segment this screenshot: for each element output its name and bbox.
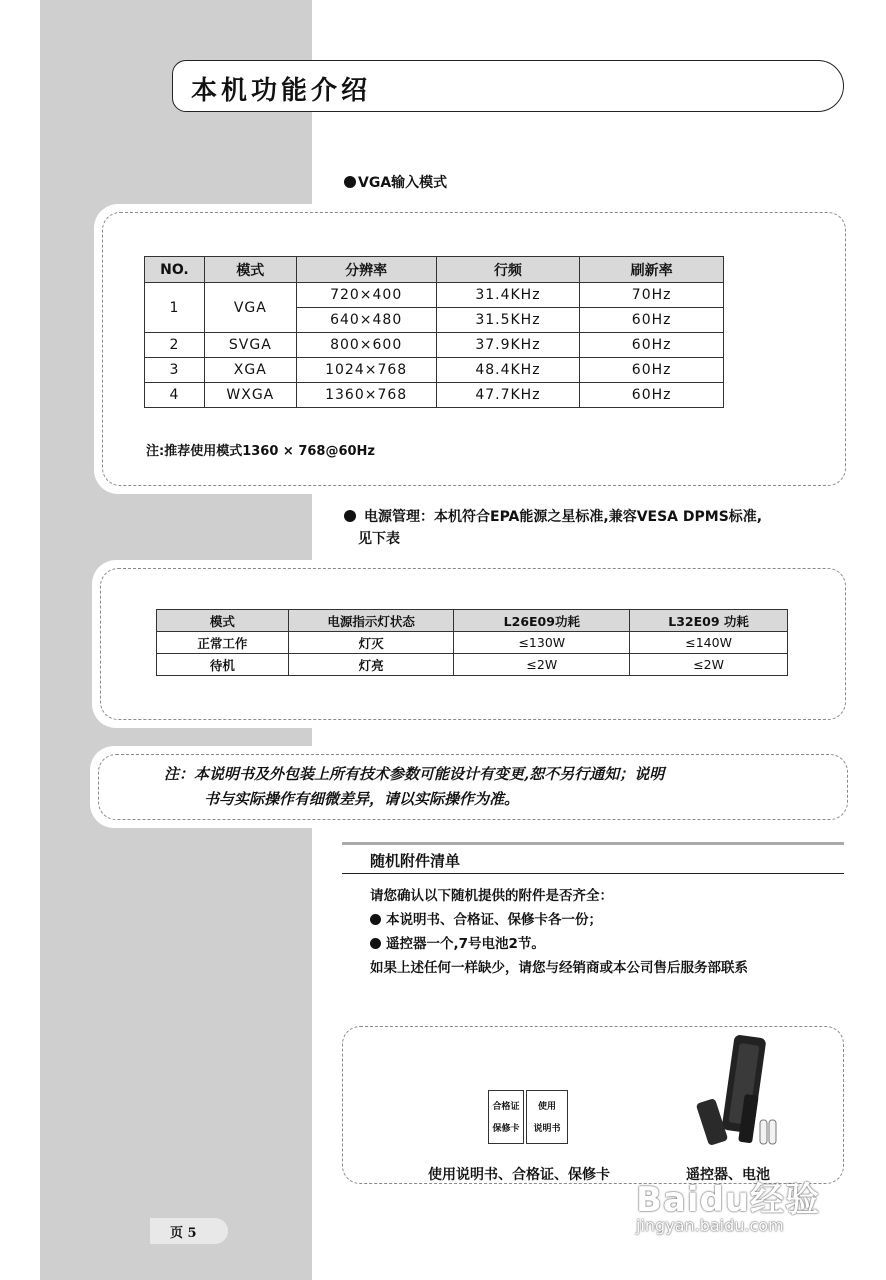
cell-mode: XGA — [204, 358, 296, 383]
cell-no: 1 — [145, 283, 205, 333]
disclaimer-line-1: 注：本说明书及外包装上所有技术参数可能设计有变更,恕不另行通知；说明 — [164, 765, 665, 783]
cell-no: 3 — [145, 358, 205, 383]
accessories-intro: 请您确认以下随机提供的附件是否齐全： — [370, 888, 613, 904]
bullet-icon — [344, 176, 356, 188]
table-row — [157, 632, 788, 654]
header-mode: 模式 — [204, 257, 296, 283]
caption-remote: 遥控器、电池 — [686, 1167, 770, 1183]
cell-l32-power: ≤2W — [630, 654, 788, 676]
cell-mode: VGA — [204, 283, 296, 333]
cell-refresh: 60Hz — [580, 308, 724, 333]
cell-no: 4 — [145, 383, 205, 408]
page-title-box — [172, 60, 844, 112]
vga-mode-table — [144, 256, 724, 408]
table-row — [157, 654, 788, 676]
disclaimer-line-2: 书与实际操作有细微差异，请以实际操作为准。 — [204, 790, 520, 808]
baidu-watermark-logo: Baidu经验 — [636, 1180, 821, 1220]
table-row — [145, 283, 724, 308]
cell-l26-power: ≤130W — [454, 632, 630, 654]
cell-refresh: 60Hz — [580, 358, 724, 383]
cell-resolution: 1024×768 — [296, 358, 436, 383]
cell-mode: WXGA — [204, 383, 296, 408]
certificate-card: 合格证 保修卡 — [488, 1090, 524, 1144]
list-item: 遥控器一个,7号电池2节。 — [370, 932, 748, 956]
accessories-list — [370, 884, 748, 980]
cell-refresh: 60Hz — [580, 333, 724, 358]
accessories-heading-bar — [342, 842, 844, 874]
header-refresh: 刷新率 — [580, 257, 724, 283]
table-row — [145, 383, 724, 408]
cell-l32-power: ≤140W — [630, 632, 788, 654]
cell-mode: SVGA — [204, 333, 296, 358]
cell-resolution: 1360×768 — [296, 383, 436, 408]
accessories-footer: 如果上述任何一样缺少，请您与经销商或本公司售后服务部联系 — [370, 960, 748, 976]
cell-resolution: 720×400 — [296, 283, 436, 308]
header-resolution: 分辨率 — [296, 257, 436, 283]
bullet-icon — [370, 938, 381, 949]
cell-mode: 待机 — [157, 654, 289, 676]
list-item: 本说明书、合格证、保修卡各一份； — [370, 908, 748, 932]
bullet-icon — [344, 510, 356, 522]
cell-mode: 正常工作 — [157, 632, 289, 654]
cell-led-status: 灯灭 — [288, 632, 454, 654]
accessories-heading: 随机附件清单 — [370, 852, 461, 870]
table-header-row — [157, 610, 788, 632]
page-title: 本机功能介绍 — [191, 76, 372, 106]
bullet-icon — [370, 914, 381, 925]
table-header-row — [145, 257, 724, 283]
caption-documents: 使用说明书、合格证、保修卡 — [428, 1167, 610, 1183]
manual-card: 使用 说明书 — [526, 1090, 568, 1144]
cell-resolution: 640×480 — [296, 308, 436, 333]
page-number-tab — [150, 1218, 228, 1244]
cell-refresh: 60Hz — [580, 383, 724, 408]
cell-l26-power: ≤2W — [454, 654, 630, 676]
cell-hfreq: 31.5KHz — [436, 308, 580, 333]
header-l26-power: L26E09功耗 — [454, 610, 630, 632]
vga-section-heading: VGA输入模式 — [344, 172, 447, 194]
header-l32-power: L32E09 功耗 — [630, 610, 788, 632]
cell-resolution: 800×600 — [296, 333, 436, 358]
page-number: 页 5 — [170, 1226, 197, 1241]
header-hfreq: 行频 — [436, 257, 580, 283]
header-led-status: 电源指示灯状态 — [288, 610, 454, 632]
power-section-heading: 电源管理：本机符合EPA能源之星标准,兼容VESA DPMS标准, 见下表 — [344, 506, 814, 550]
remote-control-icon — [690, 1034, 790, 1150]
recommended-mode-note: 注:推荐使用模式1360 × 768@60Hz — [146, 444, 375, 459]
cell-hfreq: 48.4KHz — [436, 358, 580, 383]
cell-hfreq: 37.9KHz — [436, 333, 580, 358]
power-table — [156, 609, 788, 676]
cell-hfreq: 47.7KHz — [436, 383, 580, 408]
baidu-watermark-url: jingyan.baidu.com — [636, 1216, 784, 1235]
table-row — [145, 358, 724, 383]
cell-led-status: 灯亮 — [288, 654, 454, 676]
cell-hfreq: 31.4KHz — [436, 283, 580, 308]
table-row — [145, 333, 724, 358]
cell-no: 2 — [145, 333, 205, 358]
cell-refresh: 70Hz — [580, 283, 724, 308]
header-no: NO. — [145, 257, 205, 283]
header-mode: 模式 — [157, 610, 289, 632]
